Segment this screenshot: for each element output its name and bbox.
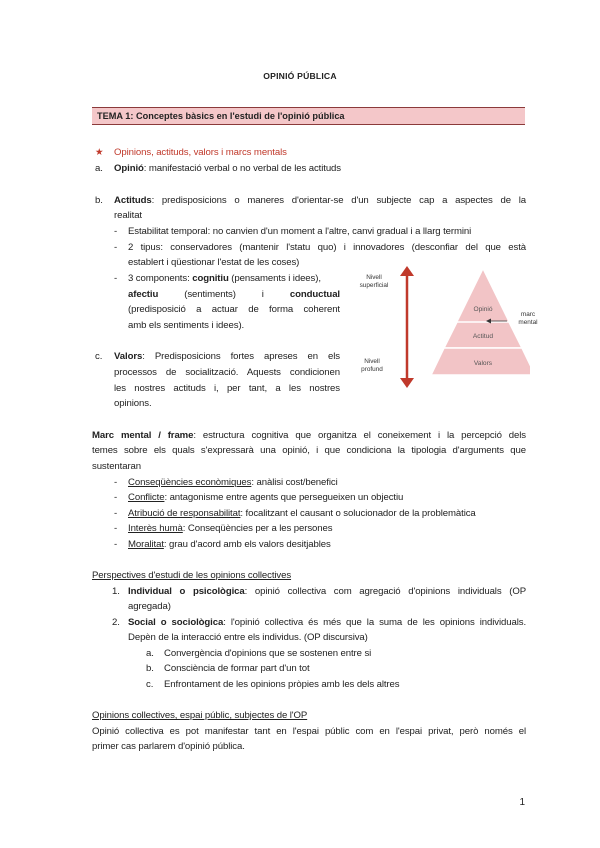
dash-bullet-icon: - (114, 508, 118, 519)
sub-marker-a: a. (146, 648, 154, 659)
collective-text-2: primer cas parlarem d'opinió pública. (92, 741, 245, 752)
social-text-cont: Depèn de la interacció entre els individus. (OP discursiva) (128, 632, 368, 643)
actituds-item-3 (128, 271, 343, 287)
marc-text-3: sustentaran (92, 461, 142, 472)
frame-item-text: : Conseqüències per a les persones (182, 523, 333, 534)
dash-bullet-icon: - (114, 226, 118, 237)
frame-item-title: Interès humà (128, 523, 183, 534)
sub-marker-c: c. (146, 679, 154, 690)
individual-text: : opinió collectiva com agregació d'opinions individuals (OP (244, 586, 526, 597)
perspective-social (128, 615, 526, 631)
term-afectiu: afectiu (128, 289, 159, 300)
page-title: OPINIÓ PÚBLICA (263, 71, 337, 81)
actituds-text-cont: realitat (114, 210, 142, 221)
dash-bullet-icon: - (114, 492, 118, 503)
layer-label-opinio: Opinió (473, 306, 493, 313)
list-marker-c: c. (95, 351, 103, 362)
sub-item-a: Convergència d'opinions que se sostenen entre si (164, 648, 372, 659)
marc-mental-label (510, 311, 546, 327)
term-conductual: conductual (289, 289, 340, 300)
term-cognitiu: cognitiu (192, 273, 229, 284)
valors-text-4: opinions. (114, 398, 152, 409)
dash-bullet-icon: - (114, 477, 118, 488)
side-label-1: marc (520, 311, 536, 318)
actituds-text: : predisposicions o maneres d'orientar-se d'un subjecte cap a aspectes de la (151, 195, 526, 206)
pyramid-diagram (350, 262, 530, 392)
bottom-label-2: profund (361, 366, 383, 373)
actituds-item-2-cont: establert i qüestionar l'estat de les coses) (128, 257, 300, 268)
term-actituds: Actituds (114, 195, 152, 206)
term-marc-mental: Marc mental / frame (92, 430, 194, 441)
arrow-up-icon (400, 266, 414, 276)
opinio-text: : manifestació verbal o no verbal de les actituds (143, 163, 341, 174)
tema-banner (92, 107, 525, 125)
frame-item (128, 537, 331, 553)
item-actituds (114, 193, 526, 209)
actituds-item-1: Estabilitat temporal: no canvien d'un moment a l'altre, canvi gradual i a llarg termini (128, 226, 472, 237)
section-heading: Opinions, actituds, valors i marcs mentals (114, 147, 287, 158)
valors-text: : Predisposicions fortes apreses en els (142, 351, 340, 362)
perspectives-heading: Perspectives d'estudi de les opinions collectives (92, 570, 292, 581)
term-opinio: Opinió (114, 163, 144, 174)
conductual-text: (predisposició a actuar de forma coherent (128, 304, 340, 315)
individual-text-cont: agregada) (128, 601, 171, 612)
valors-text-2: processos de socialització. Aquests condicionen (114, 367, 340, 378)
dash-bullet-icon: - (114, 273, 118, 284)
frame-item (128, 475, 338, 491)
components-pre: 3 components: (128, 273, 193, 284)
layer-label-valors: Valors (473, 360, 493, 367)
layer-label-actitud: Actitud (472, 333, 494, 340)
marc-text-2: temes sobre els quals s'expressarà una opinió, i que condiciona la tipologia d'arguments que (92, 445, 526, 456)
item-valors (114, 349, 340, 365)
frame-item-title: Moralitat (128, 539, 164, 550)
frame-item-title: Atribució de responsabilitat (128, 508, 241, 519)
sub-item-b: Consciència de formar part d'un tot (164, 663, 310, 674)
term-valors: Valors (114, 351, 143, 362)
sub-item-c: Enfrontament de les opinions pròpies amb les dels altres (164, 679, 400, 690)
dash-bullet-icon: - (114, 523, 118, 534)
dash-bullet-icon: - (114, 539, 118, 550)
pyramid-layer-opinio (457, 269, 509, 322)
term-social: Social o sociològica (128, 617, 224, 628)
conductual-text-cont: amb els sentiments i idees). (128, 320, 245, 331)
conj-i: i (261, 289, 264, 300)
list-marker-1: 1. (112, 586, 120, 597)
page-number: 1 (519, 797, 525, 808)
components-line-2 (128, 287, 340, 303)
frame-item-text: : antagonisme entre agents que persegueixen un objectiu (164, 492, 404, 503)
star-icon: ★ (95, 147, 104, 158)
item-opinio (114, 161, 526, 177)
frame-item (128, 521, 332, 537)
top-label-2: superficial (359, 282, 389, 289)
bottom-label-1: Nivell (364, 358, 380, 365)
cognitiu-text: (pensaments i idees), (228, 273, 321, 284)
frame-item-title: Conseqüències econòmiques (128, 477, 252, 488)
list-marker-a: a. (95, 163, 103, 174)
valors-text-3: les nostres actituds i, per tant, a les nostres (114, 383, 340, 394)
tema-title: TEMA 1: Conceptes bàsics en l'estudi de l'opinió pública (97, 111, 345, 121)
sub-marker-b: b. (146, 663, 154, 674)
social-text: : l'opinió collectiva és més que la suma de les opinions individuals. (223, 617, 527, 628)
marc-mental-def (92, 428, 526, 444)
frame-item (128, 506, 476, 522)
side-label-2: mental (518, 319, 538, 326)
top-label-1: Nivell (366, 274, 382, 281)
actituds-item-2: 2 tipus: conservadores (mantenir l'statu quo) i innovadores (desconfiar del que està (128, 242, 526, 253)
collective-heading: Opinions collectives, espai públic, subjectes de l'OP (92, 710, 308, 721)
perspective-individual (128, 584, 526, 600)
frame-item (128, 490, 403, 506)
list-marker-b: b. (95, 195, 103, 206)
frame-item-text: : grau d'acord amb els valors desitjables (163, 539, 331, 550)
frame-item-text: : anàlisi cost/benefici (251, 477, 338, 488)
collective-text-1: Opinió collectiva es pot manifestar tant en l'espai públic com en l'espai privat, però només el (92, 726, 526, 737)
list-marker-2: 2. (112, 617, 120, 628)
arrow-down-icon (400, 378, 414, 388)
frame-item-text: : focalitzant el causant o solucionador de la problemàtica (240, 508, 476, 519)
dash-bullet-icon: - (114, 242, 118, 253)
marc-text-1: : estructura cognitiva que organitza el coneixement i la percepció dels (193, 430, 526, 441)
afectiu-text: (sentiments) (184, 289, 236, 300)
frame-item-title: Conflicte (128, 492, 165, 503)
term-individual: Individual o psicològica (128, 586, 245, 597)
